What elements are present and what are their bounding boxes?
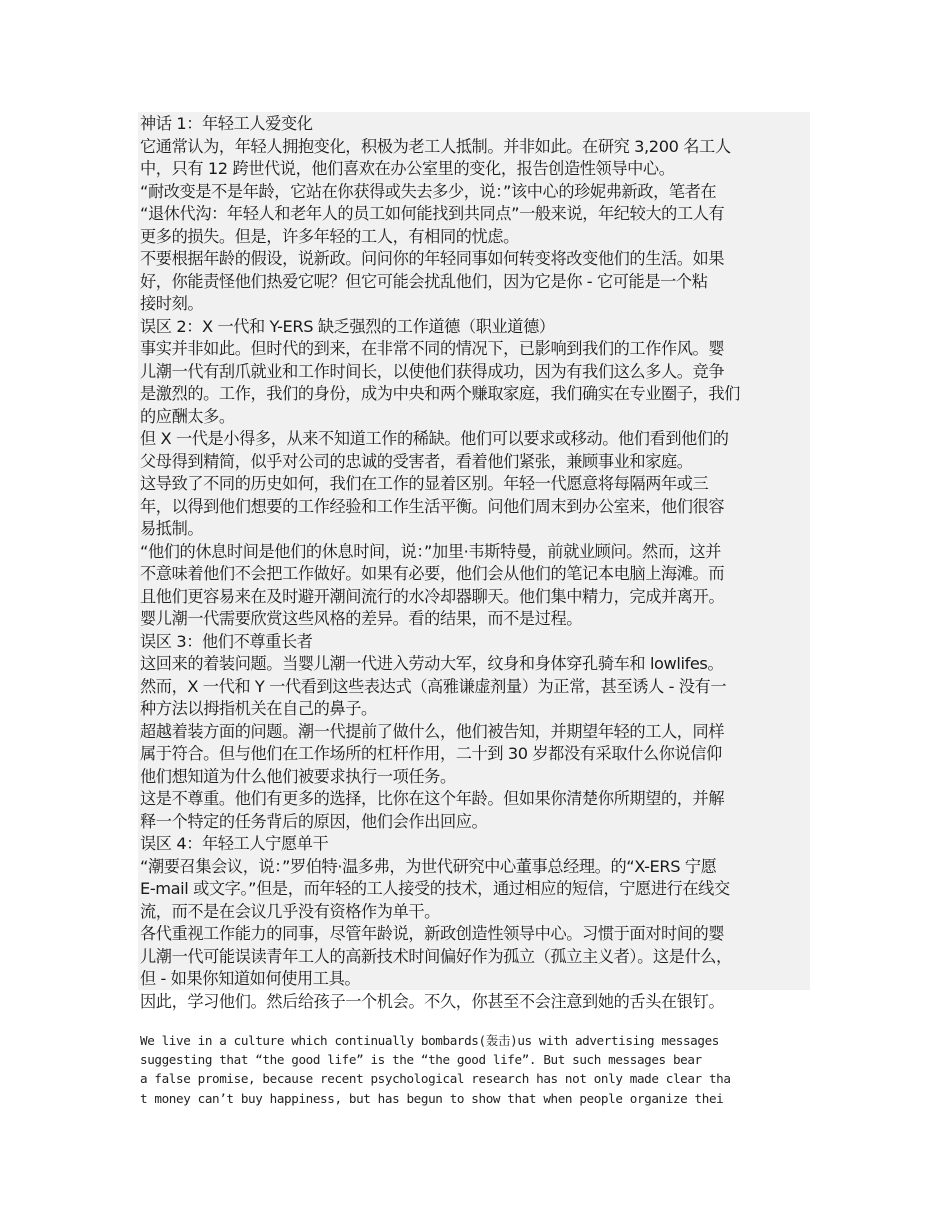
- paragraph: [140, 721, 830, 789]
- text-line: 但 - 如果你知道如何使用工具。: [140, 969, 361, 988]
- paragraph: [140, 181, 830, 249]
- text-line: 误区 4：年轻工人宁愿单干: [140, 834, 329, 853]
- text-line: 事实并非如此。但时代的到来，在非常不同的情况下，已影响到我们的工作作风。婴: [140, 339, 725, 358]
- paragraph: [140, 248, 830, 316]
- text-line: 儿潮一代可能误读青年工人的高新技术时间偏好作为孤立（孤立主义者）。这是什么，: [140, 946, 732, 966]
- text-line: 因此，学习他们。然后给孩子一个机会。不久，你甚至不会注意到她的舌头在银钉。: [140, 991, 725, 1011]
- text-line: 不意味着他们不会把工作做好。如果有必要，他们会从他们的笔记本电脑上海滩。而: [140, 564, 725, 583]
- section-heading: [140, 833, 830, 856]
- text-line: 神话 1：年轻工人爱变化: [140, 114, 313, 133]
- text-line: 超越着装方面的问题。潮一代提前了做什么，他们被告知，并期望年轻的工人，同样: [140, 721, 725, 741]
- text-line: 这是不尊重。他们有更多的选择，比你在这个年龄。但如果你清楚你所期望的，并解: [140, 789, 725, 808]
- text-line: “潮要召集会议，说：”罗伯特·温多弗，为世代研究中心董事总经理。的“X-ERS 宁愿: [140, 856, 717, 876]
- text-line: 不要根据年龄的假设，说新政。问问你的年轻同事如何转变将改变他们的生活。如果: [140, 249, 725, 268]
- text-line: “他们的休息时间是他们的休息时间，说：”加里·韦斯特曼，前就业顾问。然而，这并: [140, 541, 721, 561]
- text-line: 是激烈的。工作，我们的身份，成为中央和两个赚取家庭，我们确实在专业圈子，我们: [140, 384, 740, 403]
- text-line: 各代重视工作能力的同事，尽管年龄说，新政创造性领导中心。习惯于面对时间的婴: [140, 924, 725, 943]
- english-line: a false promise, because recent psychological research has not only made clear tha: [140, 1071, 731, 1087]
- text-line: 流，而不是在会议几乎没有资格作为单干。: [140, 901, 440, 921]
- text-line: 它通常认为，年轻人拥抱变化，积极为老工人抵制。并非如此。在研究 3,200 名工人: [140, 136, 731, 156]
- text-line: 更多的损失。但是，许多年轻的工人，有相同的忧虑。: [140, 226, 519, 246]
- section-heading: [140, 631, 830, 654]
- text-line: 且他们更容易来在及时避开潮间流行的水冷却器聊天。他们集中精力，完成并离开。: [140, 586, 725, 606]
- text-line: 婴儿潮一代需要欣赏这些风格的差异。看的结果，而不是过程。: [140, 609, 583, 628]
- text-line: 年，以得到他们想要的工作经验和工作生活平衡。问他们周末到办公室来，他们很容: [140, 496, 725, 516]
- text-line: 中，只有 12 跨世代说，他们喜欢在办公室里的变化，报告创造性领导中心。: [140, 159, 675, 178]
- text-line: 但 X 一代是小得多，从来不知道工作的稀缺。他们可以要求或移动。他们看到他们的: [140, 429, 729, 448]
- text-line: 易抵制。: [140, 519, 204, 538]
- paragraph: [140, 923, 830, 991]
- paragraph: [140, 428, 830, 473]
- paragraph: [140, 338, 830, 428]
- text-line: 他们想知道为什么他们被要求执行一项任务。: [140, 766, 456, 786]
- text-line: 误区 3：他们不尊重长者: [140, 631, 313, 651]
- text-line: 这回来的着装问题。当婴儿潮一代进入劳动大军，纹身和身体穿孔骑车和 lowlifes。: [140, 654, 724, 673]
- text-line: “耐改变是不是年龄，它站在你获得或失去多少，说：”该中心的珍妮弗新政，笔者在: [140, 181, 717, 201]
- paragraph: [140, 991, 830, 1014]
- paragraph: [140, 788, 830, 833]
- text-line: 然而，X 一代和 Y 一代看到这些表达式（高雅谦虚剂量）为正常，甚至诱人 - 没有一: [140, 676, 727, 696]
- text-line: 释一个特定的任务背后的原因，他们会作出回应。: [140, 811, 488, 831]
- text-line: 种方法以拇指机关在自己的鼻子。: [140, 699, 377, 718]
- english-line: suggesting that “the good life” is the “the good life”. But such messages bear: [140, 1052, 702, 1068]
- paragraph: [140, 541, 830, 631]
- text-line: 误区 2：X 一代和 Y-ERS 缺乏强烈的工作道德（职业道德）: [140, 316, 555, 336]
- text-line: 的应酬太多。: [140, 406, 235, 426]
- paragraph: [140, 856, 830, 924]
- section-heading: [140, 113, 830, 136]
- paragraph: [140, 136, 830, 181]
- chinese-article: [140, 113, 830, 1013]
- english-line: t money can’t buy happiness, but has begun to show that when people organize thei: [140, 1090, 724, 1106]
- text-line: “退休代沟：年轻人和老年人的员工如何能找到共同点”一般来说，年纪较大的工人有: [140, 204, 725, 223]
- text-line: 接时刻。: [140, 294, 204, 313]
- english-passage: [140, 1031, 812, 1108]
- text-line: E-mail 或文字。”但是，而年轻的工人接受的技术，通过相应的短信，宁愿进行在线交: [140, 879, 730, 898]
- text-line: 儿潮一代有刮爪就业和工作时间长，以使他们获得成功，因为有我们这么多人。竞争: [140, 361, 725, 381]
- english-line: We live in a culture which continually bombards(轰击)us with advertising messages: [140, 1033, 719, 1048]
- text-line: 属于符合。但与他们在工作场所的杠杆作用，二十到 30 岁都没有采取什么你说信仰: [140, 744, 722, 763]
- paragraph: [140, 653, 830, 721]
- text-line: 好，你能责怪他们热爱它呢？但它可能会扰乱他们，因为它是你 - 它可能是一个粘: [140, 271, 708, 291]
- text-line: 父母得到精简，似乎对公司的忠诚的受害者，看着他们紧张，兼顾事业和家庭。: [140, 451, 693, 471]
- section-heading: [140, 316, 830, 339]
- text-line: 这导致了不同的历史如何，我们在工作的显着区别。年轻一代愿意将每隔两年或三: [140, 474, 709, 493]
- paragraph: [140, 473, 830, 541]
